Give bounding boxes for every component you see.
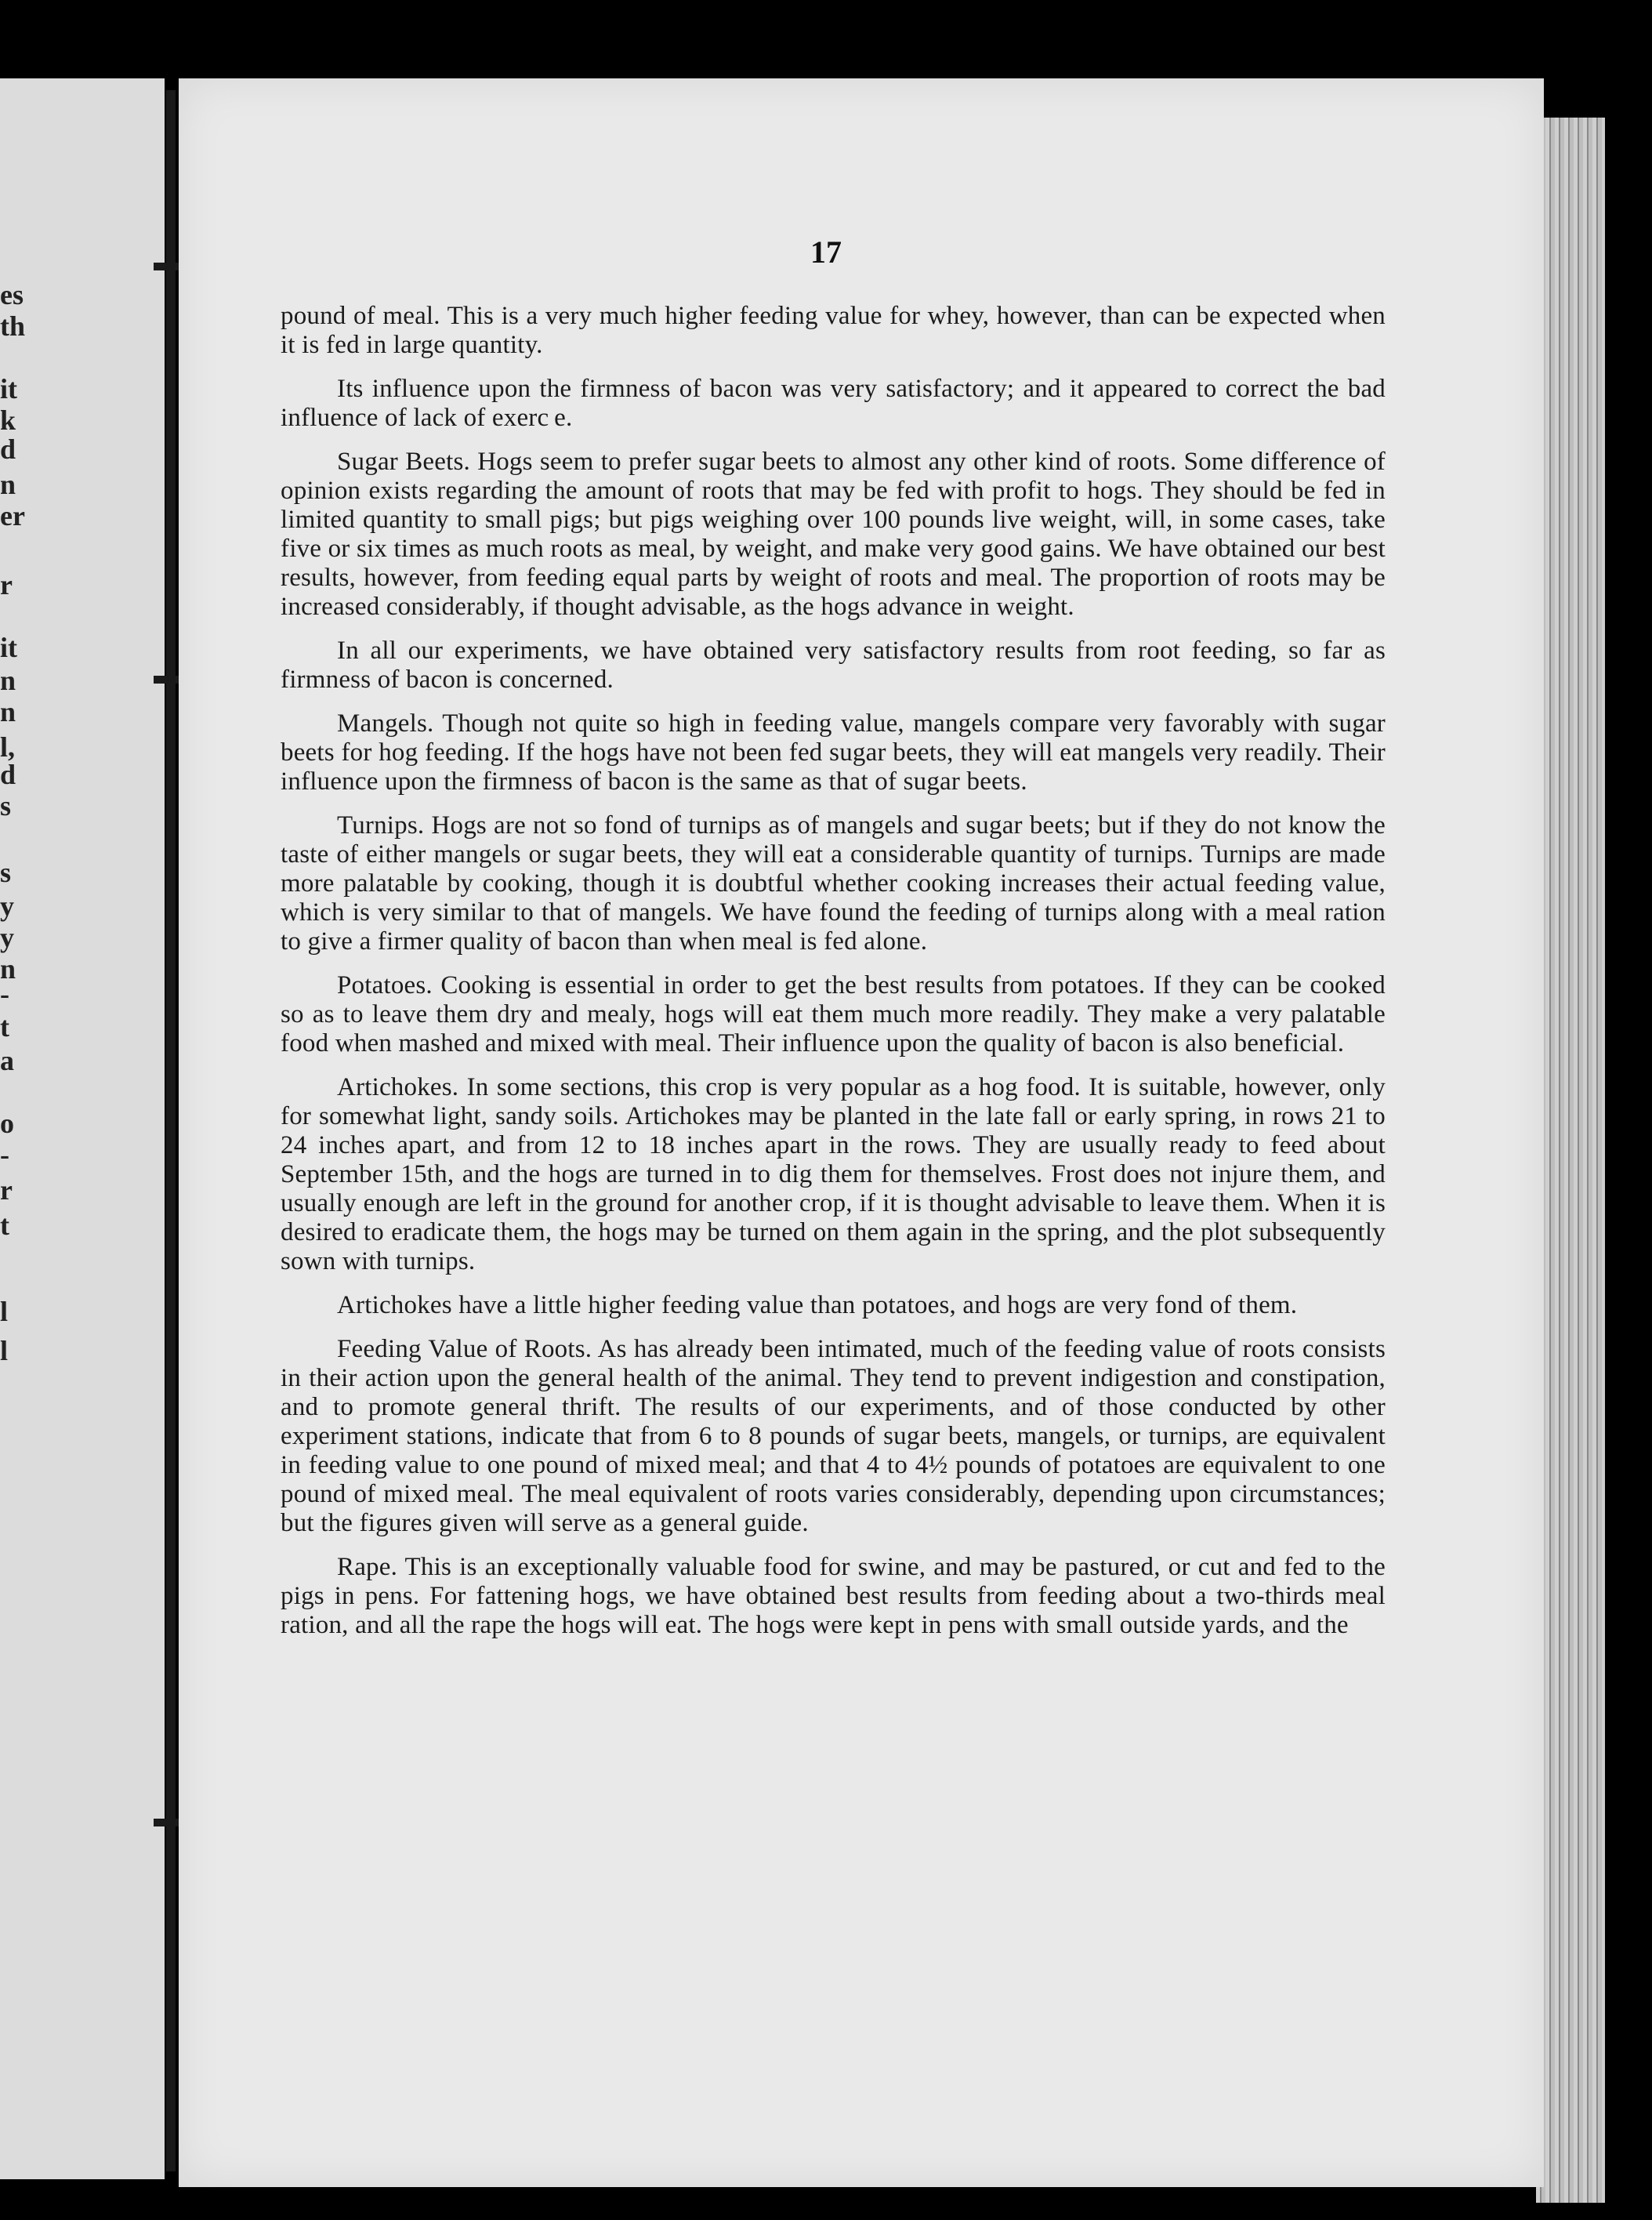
previous-page-fragment: -: [0, 978, 9, 1010]
previous-page-fragment: a: [0, 1045, 14, 1076]
previous-page-fragment: n: [0, 953, 16, 985]
paragraph: Potatoes. Cooking is essential in order to get the best results from potatoes. If they can be cooked so as to leave them dry and mealy, hogs will eat them much more readily. They make a very palatable food when mashed and mixed with meal. Their influence upon the quality of bacon is also beneficial.: [281, 971, 1386, 1057]
previous-page-fragment: t: [0, 1011, 9, 1043]
paragraph: Mangels. Though not quite so high in feeding value, mangels compare very favorably with sugar beets for hog feeding. If the hogs have not been fed sugar beets, they will eat mangels very readily. Their influence upon the firmness of bacon is the same as that of sugar beets.: [281, 709, 1386, 796]
previous-page-fragment: -: [0, 1139, 9, 1170]
paragraph: pound of meal. This is a very much higher feeding value for whey, however, than can be expected when it is fed in large quantity.: [281, 302, 1386, 359]
previous-page-fragment: it: [0, 373, 17, 404]
previous-page-fragment: er: [0, 500, 25, 531]
previous-page-fragment: n: [0, 696, 16, 727]
previous-page-fragment: l,: [0, 731, 16, 763]
previous-page-fragment: y: [0, 922, 14, 953]
previous-page-fragment: th: [0, 310, 26, 342]
previous-page-fragment: es: [0, 279, 24, 310]
paragraph: Its influence upon the firmness of bacon was very satisfactory; and it appeared to correct the bad influence of lack of exerc e.: [281, 375, 1386, 432]
previous-page-fragment: n: [0, 469, 16, 500]
page-edge-stack: [1536, 118, 1605, 2203]
book-binding: [166, 90, 176, 2171]
previous-page-fragment: d: [0, 433, 16, 465]
page-number: 17: [810, 234, 842, 270]
previous-page-fragment: it: [0, 632, 17, 663]
previous-page-fragment: o: [0, 1108, 14, 1139]
previous-page-fragment: r: [0, 1174, 13, 1206]
previous-page-fragment: s: [0, 857, 12, 888]
paragraph: Turnips. Hogs are not so fond of turnips as of mangels and sugar beets; but if they do not know the taste of either mangels or sugar beets, they will eat a considerable quantity of turnips. Turnips are made more palatable by cooking, though it is doubtful whether cooking increases their actual feeding value, which is very similar to that of mangels. We have found the feeding of turnips along with a meal ration to give a firmer quality of bacon than when meal is fed alone.: [281, 811, 1386, 956]
paragraph: Sugar Beets. Hogs seem to prefer sugar beets to almost any other kind of roots. Some difference of opinion exists regarding the amount of roots that may be fed with profit to hogs. They should be fed in limited quantity to small pigs; but pigs weighing over 100 pounds live weight, will, in some cases, take five or six times as much roots as meal, by weight, and make very good gains. We have obtained our best results, however, from feeding equal parts by weight of roots and meal. The proportion of roots may be increased considerably, if thought advisable, as the hogs advance in weight.: [281, 448, 1386, 621]
previous-page-fragment: d: [0, 759, 16, 790]
paragraph: Artichokes. In some sections, this crop is very popular as a hog food. It is suitable, however, only for somewhat light, sandy soils. Artichokes may be planted in the late fall or early spring, in rows 21 to 24 inches apart, and from 12 to 18 inches apart in the rows. They are usually ready to feed about September 15th, and the hogs are turned in to dig them for themselves. Frost does not injure them, and usually enough are left in the ground for another crop, if it is thought advisable to leave them. When it is desired to eradicate them, the hogs may be turned on them again in the spring, and the plot subsequently sown with turnips.: [281, 1073, 1386, 1275]
previous-page-fragment: l: [0, 1296, 9, 1327]
page-body-text: [281, 302, 1386, 1655]
previous-page-fragment: l: [0, 1335, 9, 1366]
paragraph: In all our experiments, we have obtained very satisfactory results from root feeding, so far as firmness of bacon is concerned.: [281, 637, 1386, 694]
paragraph: Artichokes have a little higher feeding value than potatoes, and hogs are very fond of them.: [337, 1291, 1298, 1319]
paragraph: Feeding Value of Roots. As has already been intimated, much of the feeding value of roots consists in their action upon the general health of the animal. They tend to prevent indigestion and constipation, and to promote general thrift. The results of our experiments, and of those conducted by other experiment stations, indicate that from 6 to 8 pounds of sugar beets, mangels, or turnips, are equivalent in feeding value to one pound of mixed meal; and that 4 to 4½ pounds of potatoes are equivalent to one pound of mixed meal. The meal equivalent of roots varies considerably, depending upon circumstances; but the figures given will serve as a general guide.: [281, 1335, 1386, 1537]
previous-page-fragment: k: [0, 404, 16, 436]
previous-page-fragment: s: [0, 790, 12, 822]
paragraph: Rape. This is an exceptionally valuable food for swine, and may be pastured, or cut and fed to the pigs in pens. For fattening hogs, we have obtained best results from feeding about a two-thirds meal ration, and all the rape the hogs will eat. The hogs were kept in pens with small outside yards, and the: [281, 1553, 1386, 1639]
previous-page-fragment: n: [0, 665, 16, 696]
previous-page-fragment: t: [0, 1210, 9, 1241]
previous-page-edge: [0, 78, 165, 2179]
previous-page-fragment: y: [0, 891, 14, 922]
previous-page-fragment: r: [0, 569, 13, 600]
